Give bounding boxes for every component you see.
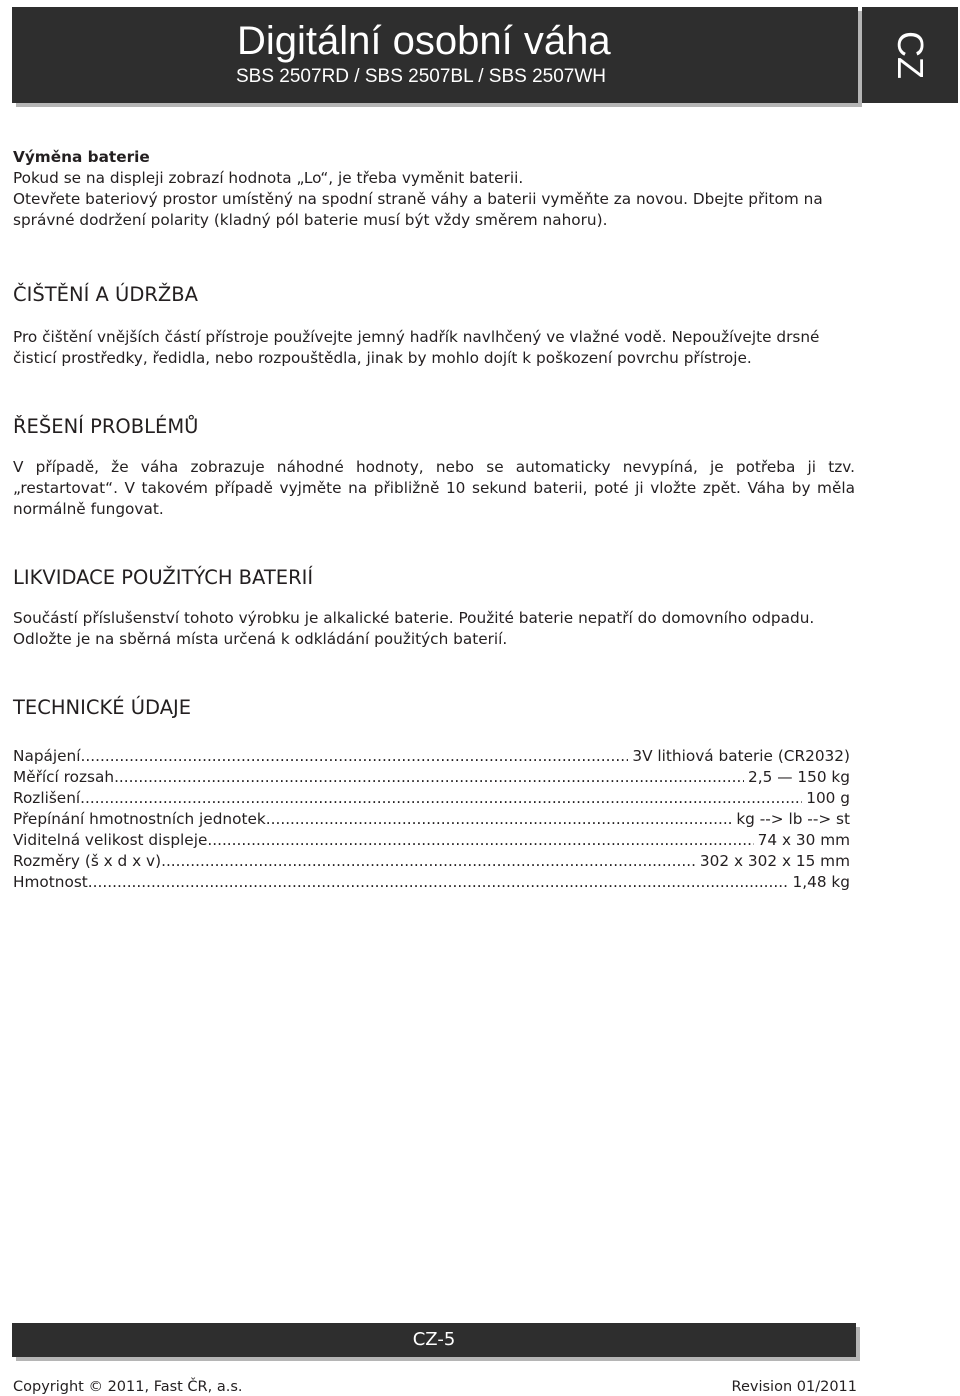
spec-label: Přepínání hmotnostních jednotek xyxy=(13,810,266,828)
page-number: CZ-5 xyxy=(412,1329,456,1350)
spec-label: Měřící rozsah xyxy=(13,768,115,786)
battery-heading: Výměna baterie xyxy=(13,148,150,166)
disposal-heading: LIKVIDACE POUŽITÝCH BATERIÍ xyxy=(13,566,314,589)
spec-row-power xyxy=(13,746,850,767)
spec-value: 1,48 kg xyxy=(792,873,850,891)
disposal-text-1: Součástí příslušenství tohoto výrobku je alkalické baterie. Použité baterie nepatří do domovního odpadu. xyxy=(13,609,815,627)
spec-label: Viditelná velikost displeje xyxy=(13,831,208,849)
specs-list xyxy=(13,746,850,893)
disposal-text-2: Odložte je na sběrná místa určená k odkládání použitých baterií. xyxy=(13,630,508,648)
header-bar xyxy=(12,7,858,103)
spec-leader xyxy=(266,809,733,830)
disposal-section xyxy=(13,566,855,650)
cleaning-section xyxy=(13,283,855,369)
document-title: Digitální osobní váha xyxy=(237,19,611,63)
spec-leader xyxy=(207,830,753,851)
cleaning-heading: ČIŠTĚNÍ A ÚDRŽBA xyxy=(13,283,198,306)
main-content xyxy=(13,147,855,893)
troubleshooting-text: V případě, že váha zobrazuje náhodné hodnoty, nebo se automaticky nevypíná, je potřeba ji tzv. „restartovat“. V takovém případě vyjměte na přibližně 10 sekund baterii, poté ji vložte zpět. Váha by měla normálně fungovat. xyxy=(13,458,855,518)
spec-leader xyxy=(88,872,789,893)
spec-row-units xyxy=(13,809,850,830)
spec-row-range xyxy=(13,767,850,788)
spec-label: Napájení xyxy=(13,747,81,765)
spec-row-dimensions xyxy=(13,851,850,872)
spec-row-display xyxy=(13,830,850,851)
spec-label: Rozlišení xyxy=(13,789,81,807)
spec-leader xyxy=(114,767,744,788)
spec-leader xyxy=(81,746,629,767)
battery-text-1: Pokud se na displeji zobrazí hodnota „Lo“, je třeba vyměnit baterii. xyxy=(13,169,524,187)
model-numbers: SBS 2507RD / SBS 2507BL / SBS 2507WH xyxy=(236,66,606,87)
spec-row-weight xyxy=(13,872,850,893)
spec-row-resolution xyxy=(13,788,850,809)
spec-label: Rozměry (š x d x v) xyxy=(13,852,162,870)
spec-value: 74 x 30 mm xyxy=(757,831,850,849)
footer-bar xyxy=(12,1323,856,1357)
revision-label: Revision 01/2011 xyxy=(731,1379,857,1395)
battery-text-2: Otevřete bateriový prostor umístěný na spodní straně váhy a baterii vyměňte za novou. Dbejte přitom na správné dodržení polarity (kladný pól baterie musí být vždy směrem nahoru). xyxy=(13,190,823,229)
spec-value: kg --> lb --> st xyxy=(736,810,850,828)
spec-value: 302 x 302 x 15 mm xyxy=(699,852,850,870)
cleaning-text: Pro čištění vnějších částí přístroje používejte jemný hadřík navlhčený ve vlažné vodě. Nepoužívejte drsné čisticí prostředky, ředidla, nebo rozpouštědla, jinak by mohlo dojít k poškození povrchu přístroje. xyxy=(13,328,820,367)
battery-section xyxy=(13,147,855,231)
language-code: CZ xyxy=(890,31,931,79)
spec-leader xyxy=(80,788,802,809)
spec-value: 100 g xyxy=(806,789,850,807)
specs-heading: TECHNICKÉ ÚDAJE xyxy=(13,696,192,719)
spec-leader xyxy=(161,851,696,872)
spec-label: Hmotnost xyxy=(13,873,88,891)
copyright-notice: Copyright © 2011, Fast ČR, a.s. xyxy=(13,1379,243,1395)
troubleshooting-heading: ŘEŠENÍ PROBLÉMŮ xyxy=(13,415,199,438)
language-tab xyxy=(862,7,958,103)
troubleshooting-section xyxy=(13,415,855,520)
spec-value: 2,5 — 150 kg xyxy=(748,768,850,786)
specs-section xyxy=(13,696,850,893)
spec-value: 3V lithiová baterie (CR2032) xyxy=(632,747,850,765)
